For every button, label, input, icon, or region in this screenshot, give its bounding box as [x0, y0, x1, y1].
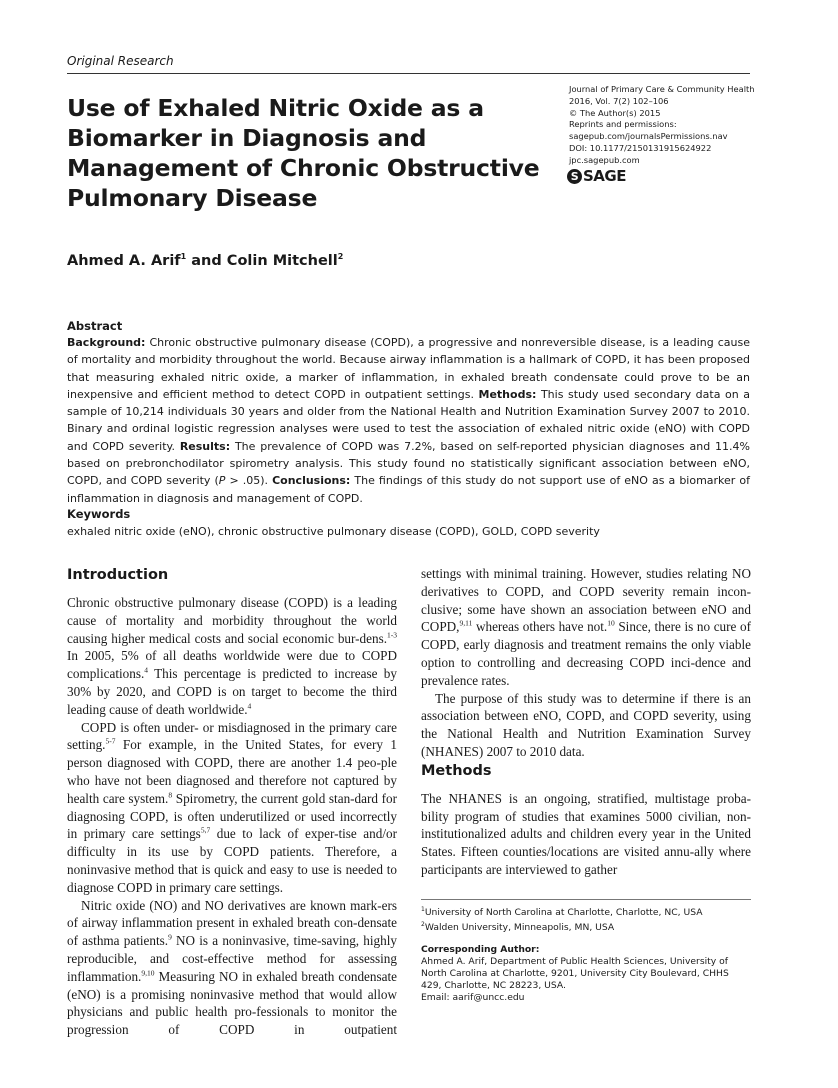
- abstract-results-label: Results:: [179, 439, 231, 453]
- sage-logo-text: SAGE: [583, 167, 626, 185]
- abstract-conclusions: The findings of this study do not support use of eNO as a biomarker of inflammation in diagnosis and management of COPD.: [67, 474, 750, 505]
- corresponding-author-text: Ahmed A. Arif, Department of Public Health Sciences, University of North Carolina at Charlotte, 9201, University City Boulevard, CHHS 429, Charlotte, NC 28223, USA.: [421, 955, 729, 992]
- abstract-conclusions-label: Conclusions:: [272, 474, 351, 488]
- email-label: Email:: [421, 992, 453, 1004]
- affiliation: [421, 904, 751, 919]
- introduction-heading: Introduction: [67, 567, 169, 583]
- corresponding-author-label: Corresponding Author:: [421, 943, 540, 955]
- affiliation-text: University of North Carolina at Charlotte, Charlotte, NC, USA: [424, 907, 703, 919]
- citation-ref[interactable]: 1-3: [387, 630, 397, 640]
- intro-paragraph: [67, 594, 397, 719]
- citation-ref[interactable]: 4: [144, 665, 149, 675]
- text-run: Since, there is no cure of COPD, early diagnosis and treatment remains the only viable option to controlling and decreasing COPD inci-dence and prevalence rates.: [421, 619, 751, 688]
- body-column-left: [67, 565, 397, 1039]
- abstract-results: The prevalence of COPD was 7.2%, based on self-reported physician diagnoses and 11.4% based on prebronchodilator spirometry analysis. This study found no statistically significant association between eNO, COPD, and COPD severity (: [67, 439, 750, 488]
- text-run: NO is a noninvasive, time-saving, highly reproducible, and cost-effective method for assessing inflammation.: [67, 933, 398, 984]
- intro-paragraph: [67, 897, 397, 1039]
- citation-ref[interactable]: 5,7: [200, 825, 211, 835]
- affiliation-number: 2: [421, 921, 425, 929]
- citation-ref[interactable]: 9: [168, 932, 172, 942]
- affiliation: [421, 919, 751, 934]
- keywords-heading: Keywords: [67, 507, 131, 521]
- journal-name: Journal of Primary Care & Community Health: [569, 84, 755, 94]
- intro-paragraph: The purpose of this study was to determine if there is an association between eNO, COPD, and COPD severity, using the National Health and Nutrition Examination Survey (NHANES) 2007 to 2010 data.: [421, 690, 751, 759]
- intro-paragraph: [67, 719, 397, 897]
- header-rule: [67, 73, 750, 74]
- citation-ref[interactable]: 8: [168, 790, 173, 800]
- text-run: Nitric oxide (NO) and NO derivatives are known mark-ers of airway inflammation present in exhaled breath con-densate of asthma patients.: [67, 897, 397, 949]
- author-name: Ahmed A. Arif: [67, 252, 181, 269]
- abstract-background-label: Background:: [67, 336, 146, 349]
- footnotes: [421, 904, 751, 1005]
- body-column-right: [421, 565, 751, 879]
- reprints-label: Reprints and permissions:: [569, 119, 677, 130]
- citation-ref[interactable]: 9,11: [459, 619, 473, 628]
- text-run: Measuring NO in exhaled breath condensate (eNO) is a promising noninvasive method that would allow physicians and public health pro-fessionals to monitor the progression of COPD in outpatient: [67, 968, 397, 1038]
- author-line: [67, 252, 343, 269]
- text-run: COPD is often under- or misdiagnosed in the primary care setting.: [67, 719, 397, 753]
- sage-logo: [567, 167, 626, 185]
- keywords-text: exhaled nitric oxide (eNO), chronic obstructive pulmonary disease (COPD), GOLD, COPD severity: [67, 525, 600, 538]
- affiliation-number: 1: [421, 906, 425, 913]
- abstract: [67, 318, 750, 507]
- text-run: Chronic obstructive pulmonary disease (COPD) is a leading cause of mortality and morbidity throughout the world causing higher medical costs and social economic bur-dens.: [67, 595, 397, 646]
- article-title: Use of Exhaled Nitric Oxide as a Biomarker in Diagnosis and Management of Chronic Obstructive Pulmonary Disease: [67, 94, 540, 212]
- journal-site-link[interactable]: jpc.sagepub.com: [569, 154, 640, 165]
- copyright: © The Author(s) 2015: [569, 107, 661, 118]
- section-label: Original Research: [67, 54, 174, 68]
- abstract-methods: This study used secondary data on a sample of 10,214 individuals 30 years and older from the National Health and Nutrition Examination Survey 2007 to 2010. Binary and ordinal logistic regression analyses were used to test the association of exhaled nitric oxide (eNO) with COPD and COPD severity.: [67, 387, 751, 453]
- citation-ref[interactable]: 9,10: [141, 968, 155, 978]
- doi[interactable]: DOI: 10.1177/2150131915624922: [569, 142, 712, 153]
- abstract-results-end: > .05).: [225, 474, 273, 488]
- sage-logo-icon: S: [567, 169, 582, 184]
- affiliation-ref: 2: [337, 252, 344, 261]
- journal-volume: 2016, Vol. 7(2) 102–106: [569, 95, 669, 106]
- citation-ref[interactable]: 10: [607, 619, 615, 628]
- text-run: due to lack of exper-tise and/or difficulty in its use by COPD patients. Therefore, a noninvasive method that is quick and easy to use is needed to diagnose COPD in primary care settings.: [67, 826, 397, 895]
- keywords: [67, 506, 750, 540]
- methods-heading: Methods: [421, 762, 492, 779]
- abstract-background: Chronic obstructive pulmonary disease (COPD), a progressive and nonreversible disease, is a leading cause of mortality and morbidity throughout the world. Because airway inflammation is a hallmark of COPD, it has been proposed that measuring exhaled nitric oxide, a marker of inflammation, in exhaled breath condensate could prove to be an inexpensive and efficient method to detect COPD in outpatient settings.: [67, 336, 750, 401]
- affiliation-ref: 1: [180, 252, 187, 261]
- author-joiner: and: [186, 252, 227, 269]
- citation-ref[interactable]: 4: [247, 701, 252, 711]
- text-run: In 2005, 5% of all deaths worldwide were due to COPD complications.: [67, 648, 397, 682]
- reprints-link[interactable]: sagepub.com/journalsPermissions.nav: [569, 131, 728, 142]
- p-value-symbol: P: [218, 474, 226, 488]
- affiliation-text: Walden University, Minneapolis, MN, USA: [424, 922, 615, 934]
- text-run: whereas others have not.: [472, 619, 608, 635]
- author-name: Colin Mitchell: [226, 252, 338, 269]
- methods-paragraph: The NHANES is an ongoing, stratified, multistage proba-bility program of studies that examines 5000 civilian, non-institutionalized adults and children every year in the United States. Fifteen counties/locations are visited annu-ally where participants are interviewed to gather: [421, 790, 751, 877]
- abstract-heading: Abstract: [67, 319, 123, 333]
- email-link[interactable]: aarif@uncc.edu: [452, 992, 525, 1004]
- text-run: This percentage is predicted to increase by 30% by 2020, and COPD is on target to become the third leading cause of death worldwide.: [67, 666, 397, 717]
- text-run: Spirometry, the current gold stan-dard for diagnosing COPD, is often underutilized or used incorrectly in primary care settings: [67, 790, 397, 842]
- abstract-text: [67, 334, 750, 507]
- citation-ref[interactable]: 5-7: [105, 736, 116, 746]
- text-run: For example, in the United States, for every 1 person diagnosed with COPD, there are another 1.4 peo-ple who have not been diagnosed and therefore not captured by health care system.: [67, 737, 397, 806]
- text-run: settings with minimal training. However, studies relating NO derivatives to COPD, and COPD severity remain incon-clusive; some have shown an association between eNO and COPD,: [421, 566, 751, 635]
- intro-paragraph-continued: [421, 565, 751, 690]
- footnote-rule: [421, 899, 751, 900]
- corresponding-author-email: [421, 992, 751, 1004]
- journal-info: [569, 84, 755, 167]
- abstract-methods-label: Methods:: [478, 387, 537, 401]
